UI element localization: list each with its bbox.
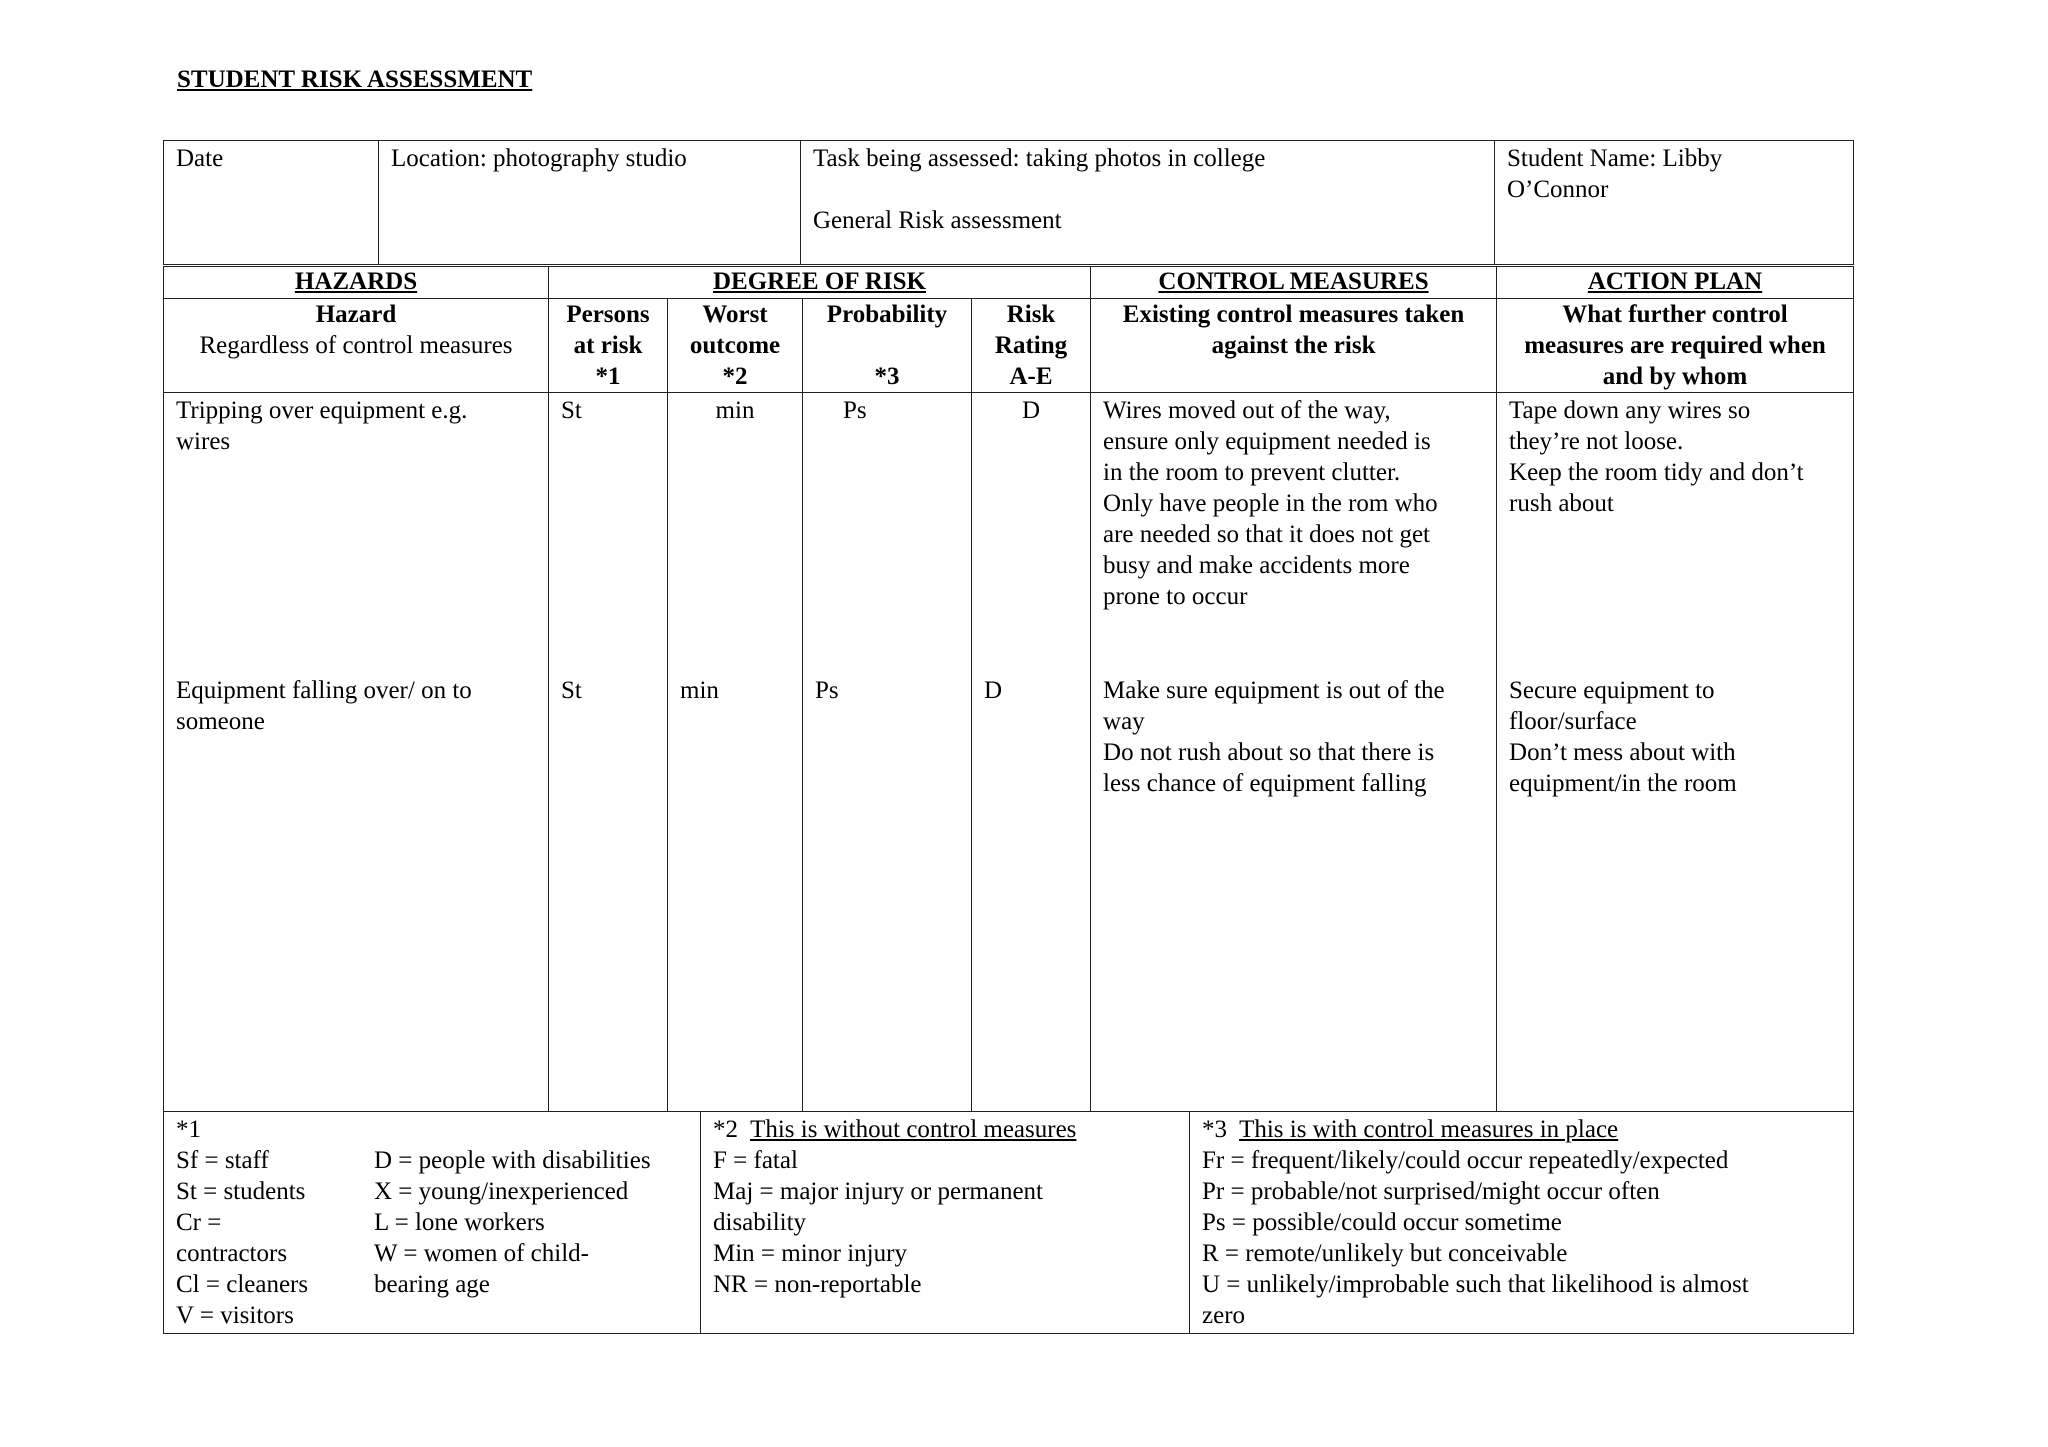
col-persons-at-risk (549, 299, 668, 393)
legend-item: Min = minor injury (713, 1240, 907, 1267)
legend-item: Cl = cleaners (176, 1271, 309, 1298)
legend-outcome-title (713, 1114, 1177, 1145)
col-worst-line: outcome (689, 332, 781, 359)
action-line: Don’t mess about with (1509, 738, 1736, 766)
legend-item: F = fatal (713, 1147, 798, 1174)
hazard-line: someone (176, 707, 265, 735)
header-table (163, 140, 1854, 265)
legend-item: Ps = possible/could occur sometime (1202, 1209, 1562, 1236)
col-rating-line: A-E (1009, 363, 1053, 390)
legend-table (163, 1111, 1854, 1334)
control-line: Only have people in the rom who (1103, 490, 1438, 517)
col-persons-line: *1 (595, 363, 621, 390)
action-line: rush about (1509, 490, 1614, 517)
rating-cell: D (972, 673, 1091, 1112)
legend-item: L = lone workers (374, 1209, 545, 1236)
col-further-line: measures are required when (1524, 332, 1826, 359)
legend-item: Maj = major injury or permanent (713, 1178, 1043, 1205)
rating-cell: D (972, 393, 1091, 673)
action-line: floor/surface (1509, 707, 1637, 735)
legend-probability (1190, 1112, 1854, 1334)
hazard-line: Tripping over equipment e.g. (176, 397, 468, 424)
section-hazards: HAZARDS (164, 267, 549, 299)
legend-item: Pr = probable/not surprised/might occur often (1202, 1178, 1660, 1205)
control-line: way (1103, 707, 1145, 735)
control-line: busy and make accidents more (1103, 552, 1410, 579)
col-worst-outcome (668, 299, 803, 393)
risk-table (163, 266, 1854, 1112)
legend-item: contractors (176, 1240, 288, 1267)
date-label: Date (176, 145, 224, 172)
legend-item: U = unlikely/improbable such that likelihood is almost (1202, 1271, 1749, 1298)
legend-item: D = people with disabilities (374, 1147, 651, 1174)
legend-item: St = students (176, 1178, 306, 1205)
action-line: Tape down any wires so (1509, 397, 1751, 424)
legend-item: zero (1202, 1302, 1246, 1329)
col-persons-line: Persons (566, 301, 650, 328)
section-degree-of-risk: DEGREE OF RISK (549, 267, 1091, 299)
legend-mark: *2 (713, 1116, 738, 1143)
col-existing-line: against the risk (1211, 332, 1376, 359)
control-cell (1091, 393, 1497, 673)
control-line: are needed so that it does not get (1103, 521, 1430, 548)
probability-cell: Ps (803, 673, 972, 1112)
legend-item: disability (713, 1209, 807, 1236)
student-cell (1495, 141, 1854, 265)
col-hazard-subtitle: Regardless of control measures (199, 332, 513, 359)
legend-item: bearing age (374, 1271, 490, 1298)
table-row (164, 393, 1854, 673)
control-line: in the room to prevent clutter. (1103, 459, 1401, 486)
task-cell (801, 141, 1495, 265)
location-cell (379, 141, 801, 265)
section-control-measures: CONTROL MEASURES (1091, 267, 1497, 299)
task-subtext: General Risk assessment (813, 207, 1062, 234)
col-probability-line (809, 330, 965, 361)
col-probability-line: *3 (874, 363, 900, 390)
control-line: prone to occur (1103, 583, 1248, 610)
legend-heading: This is with control measures in place (1239, 1116, 1619, 1143)
action-line: they’re not loose. (1509, 428, 1684, 455)
col-worst-line: *2 (722, 363, 748, 390)
col-rating-line: Rating (994, 332, 1068, 359)
control-line: Make sure equipment is out of the (1103, 676, 1445, 704)
section-action-plan: ACTION PLAN (1497, 267, 1854, 299)
legend-outcome (701, 1112, 1190, 1334)
hazard-cell (164, 673, 549, 1112)
student-name-line1: Student Name: Libby (1507, 145, 1723, 172)
action-cell (1497, 393, 1854, 673)
legend-persons-title: *1 (176, 1116, 201, 1143)
control-line: less chance of equipment falling (1103, 769, 1427, 797)
col-probability (803, 299, 972, 393)
legend-persons (164, 1112, 701, 1334)
col-further-control (1497, 299, 1854, 393)
legend-item: X = young/inexperienced (374, 1178, 629, 1205)
persons-cell: St (549, 393, 668, 673)
legend-item: R = remote/unlikely but conceivable (1202, 1240, 1568, 1267)
col-probability-line: Probability (826, 301, 948, 328)
control-line: Wires moved out of the way, (1103, 397, 1391, 424)
control-cell (1091, 673, 1497, 1112)
hazard-line: Equipment falling over/ on to (176, 676, 472, 704)
legend-heading: This is without control measures (750, 1116, 1077, 1143)
hazard-cell (164, 393, 549, 673)
location-text: Location: photography studio (391, 145, 687, 172)
col-risk-rating (972, 299, 1091, 393)
col-further-line: and by whom (1602, 363, 1748, 390)
table-row (164, 673, 1854, 1112)
legend-probability-title (1202, 1114, 1841, 1145)
document-title: STUDENT RISK ASSESSMENT (177, 66, 533, 93)
control-line: ensure only equipment needed is (1103, 428, 1431, 455)
control-line: Do not rush about so that there is (1103, 738, 1435, 766)
legend-item: Fr = frequent/likely/could occur repeatedly/expected (1202, 1147, 1729, 1174)
col-rating-line: Risk (1006, 301, 1056, 328)
col-existing-line: Existing control measures taken (1122, 301, 1465, 328)
task-text: Task being assessed: taking photos in college (813, 145, 1266, 172)
outcome-cell: min (668, 393, 803, 673)
col-further-line: What further control (1562, 301, 1788, 328)
hazard-line: wires (176, 428, 231, 455)
action-line: equipment/in the room (1509, 769, 1737, 797)
persons-cell: St (549, 673, 668, 1112)
legend-item: Cr = (176, 1209, 222, 1236)
col-worst-line: Worst (702, 301, 768, 328)
legend-item: Sf = staff (176, 1147, 269, 1174)
date-cell (164, 141, 379, 265)
col-hazard-title: Hazard (315, 301, 397, 328)
col-hazard (164, 299, 549, 393)
action-line: Secure equipment to (1509, 676, 1715, 704)
legend-item: W = women of child- (374, 1240, 589, 1267)
probability-cell: Ps (803, 393, 972, 673)
action-cell (1497, 673, 1854, 1112)
legend-mark: *3 (1202, 1116, 1227, 1143)
col-existing-control (1091, 299, 1497, 393)
col-persons-line: at risk (573, 332, 643, 359)
action-line: Keep the room tidy and don’t (1509, 459, 1804, 486)
legend-item: NR = non-reportable (713, 1271, 922, 1298)
legend-item: V = visitors (176, 1302, 294, 1329)
student-name-line2: O’Connor (1507, 176, 1609, 203)
outcome-cell: min (668, 673, 803, 1112)
